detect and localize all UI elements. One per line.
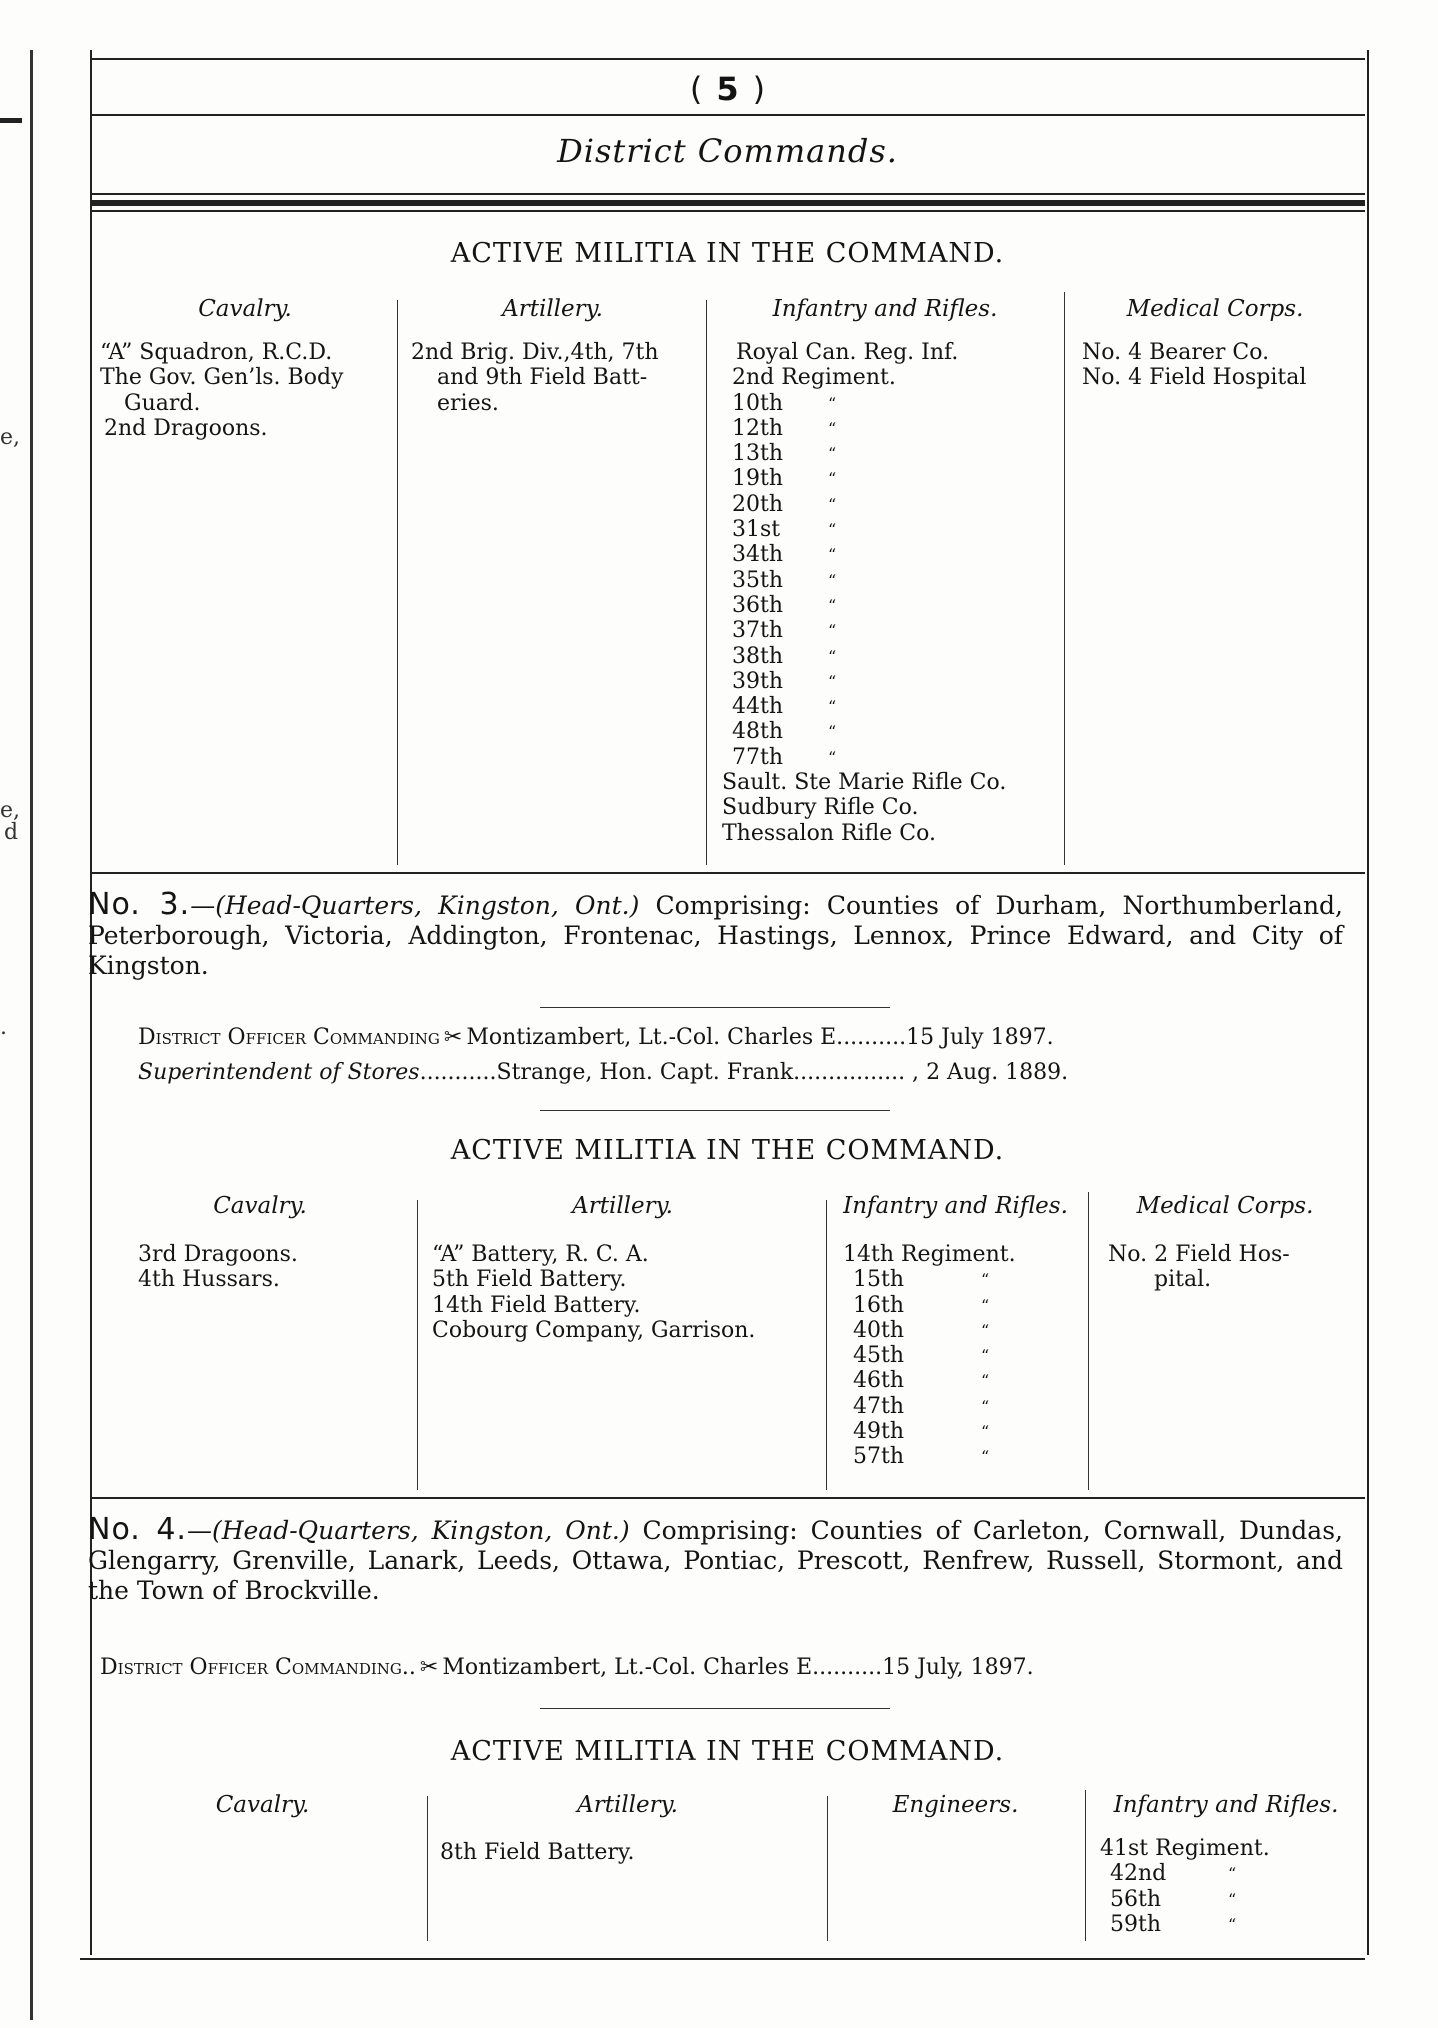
regiment-number: 39th [732,668,784,694]
list-item: “A” Battery, R. C. A. [432,1242,649,1267]
margin-fragment: e, [0,425,21,450]
list-item: 14th Regiment. [843,1242,1016,1267]
list-item: Guard. [124,390,201,416]
medical-list [1082,340,1306,391]
regiment-number: 49th [853,1419,905,1445]
regiment-number: 34th [732,542,784,568]
short-rule [540,1007,890,1008]
column-head-infantry: Infantry and Rifles. [1113,1792,1339,1818]
column-divider [427,1796,428,1941]
column-head-artillery: Artillery. [577,1792,678,1818]
column-divider [1088,1192,1089,1490]
list-item [722,542,1006,567]
regiment-number: 47th [853,1393,905,1419]
regiment-number: 13th [732,441,784,467]
ditto-mark: “ [981,1295,990,1315]
officer-row: District Officer Commanding.. ✂ Montizambert, Lt.-Col. Charles E..........15 July, 1897. [100,1655,1034,1680]
list-item: Cobourg Company, Garrison. [432,1317,756,1343]
officer-row: District Officer Commanding ✂ Montizambert, Lt.-Col. Charles E..........15 July 1897. [138,1025,1054,1050]
list-item [722,517,1006,542]
regiment-number: 36th [732,592,784,618]
list-item: eries. [437,390,499,416]
district-3-description: No. 3.—(Head-Quarters, Kingston, Ont.) Comprising: Counties of Durham, Northumberland, Peterborough, Victoria, Addington, Frontenac, Hastings, Lennox, Prince Edward, and City of Kingston. [88,887,1343,980]
regiment-number: 16th [853,1292,905,1318]
ditto-mark: “ [981,1270,990,1290]
list-item [722,719,1006,744]
regiment-number: 38th [732,643,784,669]
artillery-list [432,1242,755,1343]
section-heading: ACTIVE MILITIA IN THE COMMAND. [450,1736,1005,1767]
adjacent-page-edge [30,50,33,2020]
ditto-mark: “ [828,595,837,615]
list-item [722,593,1006,618]
ditto-mark: “ [828,621,837,641]
list-item: 8th Field Battery. [440,1840,635,1865]
margin-fragment: . [0,1015,7,1040]
regiment-number: 77th [732,744,784,770]
ditto-mark: “ [828,747,837,767]
infantry-list [843,1242,1016,1470]
list-item: 14th Field Battery. [432,1292,641,1318]
list-item [722,492,1006,517]
column-divider [706,300,707,865]
list-item [722,568,1006,593]
ditto-mark: “ [828,722,837,742]
column-head-artillery: Artillery. [502,296,603,322]
list-item [722,669,1006,694]
ditto-mark: “ [1228,1889,1237,1909]
district-4-description: No. 4.—(Head-Quarters, Kingston, Ont.) Comprising: Counties of Carleton, Cornwall, Dundas, Glengarry, Grenville, Lanark, Leeds, Ottawa, Pontiac, Prescott, Renfrew, Russell, Stormont, and the Town of Brockville. [88,1512,1343,1605]
list-item: 2nd Regiment. [732,365,896,391]
ditto-mark: “ [828,444,837,464]
list-item [722,745,1006,770]
column-head-cavalry: Cavalry. [198,296,292,322]
list-item [843,1444,1016,1469]
rule [92,1497,1365,1499]
regiment-number: 12th [732,415,784,441]
list-item: Thessalon Rifle Co. [722,820,936,846]
ditto-mark: “ [981,1346,990,1366]
margin-fragment: d [4,820,19,845]
section-heading: ACTIVE MILITIA IN THE COMMAND. [450,238,1005,269]
ditto-mark: “ [981,1396,990,1416]
list-item: and 9th Field Batt- [437,365,648,391]
column-head-medical: Medical Corps. [1136,1193,1314,1219]
ditto-mark: “ [981,1371,990,1391]
list-item [722,644,1006,669]
column-head-medical: Medical Corps. [1126,296,1304,322]
regiment-number: 45th [853,1343,905,1369]
ditto-mark: “ [981,1320,990,1340]
list-item: The Gov. Gen’ls. Body [100,365,344,391]
margin-fragment: e, [0,798,21,823]
regiment-number: 44th [732,694,784,720]
adjacent-rule [0,118,22,123]
ditto-mark: “ [828,545,837,565]
artillery-list [411,340,659,416]
artillery-list [440,1840,634,1865]
column-divider [826,1200,827,1490]
list-item: pital. [1154,1267,1212,1293]
regiment-number: 40th [853,1317,905,1343]
ditto-mark: “ [1228,1914,1237,1934]
list-item [722,618,1006,643]
list-item: Sudbury Rifle Co. [722,795,919,821]
medical-list [1108,1242,1290,1293]
infantry-list [722,340,1006,846]
bottom-rule [80,1958,1365,1960]
list-item: 2nd Brig. Div.,4th, 7th [411,340,659,365]
top-rule [92,58,1365,60]
list-item: 4th Hussars. [138,1267,280,1293]
list-item: “A” Squadron, R.C.D. [100,340,333,365]
list-item [1100,1861,1270,1886]
section-heading: ACTIVE MILITIA IN THE COMMAND. [450,1135,1005,1166]
list-item [843,1419,1016,1444]
list-item [843,1267,1016,1292]
infantry-list [1100,1836,1270,1937]
list-item: 5th Field Battery. [432,1267,627,1293]
ditto-mark: “ [828,520,837,540]
column-divider [827,1796,828,1941]
list-item: No. 4 Bearer Co. [1082,340,1270,365]
page-number: ( 5 ) [689,70,766,108]
regiment-number: 59th [1110,1911,1162,1937]
regiment-number: 37th [732,618,784,644]
list-item [843,1368,1016,1393]
regiment-number: 57th [853,1444,905,1470]
column-head-cavalry: Cavalry. [213,1193,307,1219]
list-item [843,1293,1016,1318]
ditto-mark: “ [1228,1864,1237,1884]
ditto-mark: “ [981,1447,990,1467]
rule [92,193,1365,195]
ditto-mark: “ [828,646,837,666]
column-head-cavalry: Cavalry. [215,1792,310,1818]
column-head-infantry: Infantry and Rifles. [843,1193,1068,1219]
ditto-mark: “ [828,494,837,514]
thick-rule [92,200,1365,206]
list-item [843,1343,1016,1368]
regiment-number: 31st [732,517,781,543]
ditto-mark: “ [828,697,837,717]
regiment-number: 46th [853,1368,905,1394]
regiment-number: 42nd [1110,1861,1167,1887]
ditto-mark: “ [828,393,837,413]
rule [92,872,1365,874]
cavalry-list [138,1242,298,1293]
column-divider [1064,292,1065,865]
ditto-mark: “ [828,418,837,438]
column-head-infantry: Infantry and Rifles. [772,296,998,322]
list-item [722,391,1006,416]
list-item: 41st Regiment. [1100,1836,1270,1861]
regiment-number: 56th [1110,1886,1162,1912]
column-head-engineers: Engineers. [892,1792,1019,1818]
short-rule [540,1110,890,1111]
list-item [722,466,1006,491]
rule [92,114,1365,116]
list-item: 2nd Dragoons. [104,415,268,441]
list-item: Sault. Ste Marie Rifle Co. [722,770,1007,796]
list-item [722,416,1006,441]
column-divider [1085,1790,1086,1941]
ditto-mark: “ [828,671,837,691]
column-divider [417,1200,418,1490]
ditto-mark: “ [828,570,837,590]
rule [92,210,1365,212]
cavalry-list [100,340,343,441]
regiment-number: 10th [732,390,784,416]
list-item [722,441,1006,466]
regiment-number: 20th [732,491,784,517]
list-item [843,1394,1016,1419]
regiment-number: 19th [732,466,784,492]
column-divider [397,300,398,865]
ditto-mark: “ [828,469,837,489]
list-item: No. 4 Field Hospital [1082,365,1307,391]
column-head-artillery: Artillery. [572,1193,673,1219]
list-item: Royal Can. Reg. Inf. [736,340,959,365]
list-item [1100,1887,1270,1912]
regiment-number: 48th [732,719,784,745]
regiment-number: 35th [732,567,784,593]
regiment-number: 15th [853,1267,905,1293]
list-item [722,694,1006,719]
page-title: District Commands. [557,132,898,170]
list-item [1100,1912,1270,1937]
list-item: 3rd Dragoons. [138,1242,298,1267]
list-item [843,1318,1016,1343]
officer-row: Superintendent of Stores...........Strange, Hon. Capt. Frank................ , 2 Aug. 1889. [138,1060,1069,1085]
short-rule [540,1708,890,1709]
list-item: No. 2 Field Hos- [1108,1242,1290,1267]
ditto-mark: “ [981,1422,990,1442]
